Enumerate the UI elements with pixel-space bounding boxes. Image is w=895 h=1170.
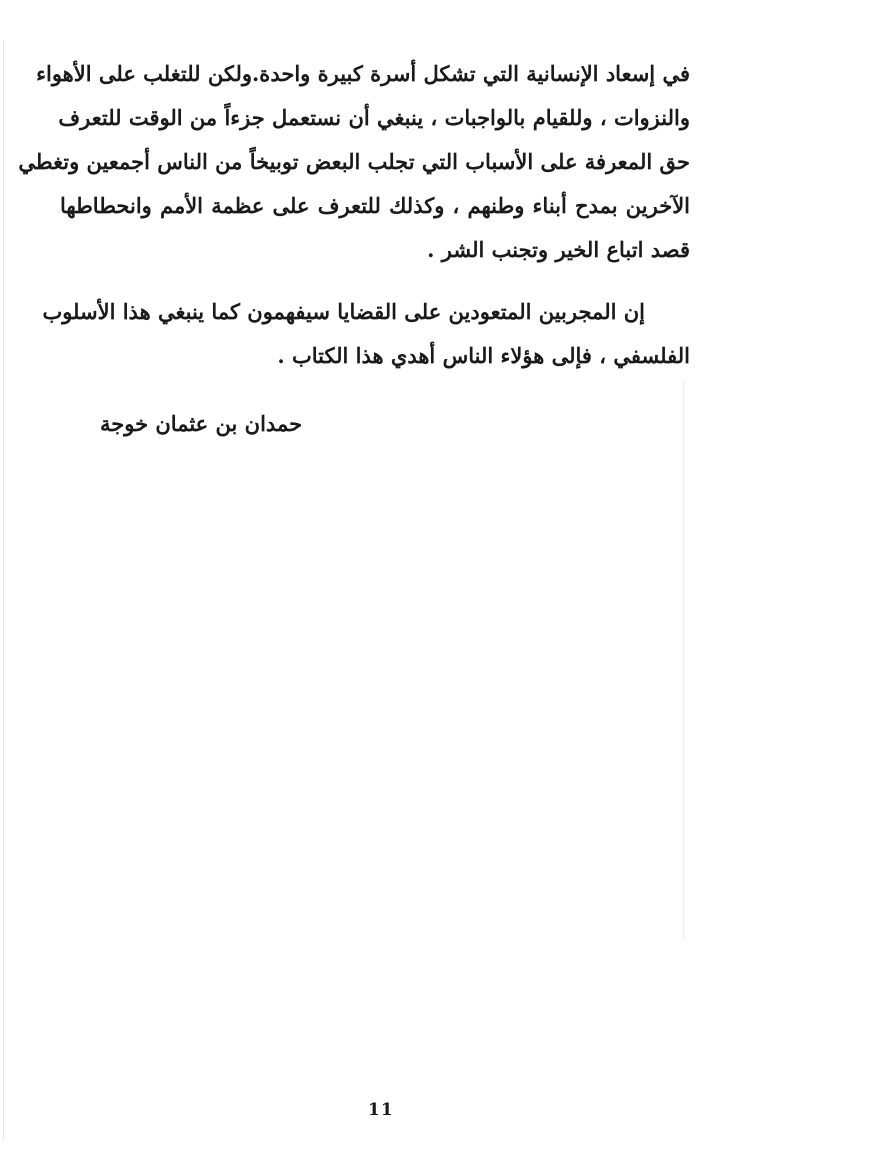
paragraph-1-line: في إسعاد الإنسانية التي تشكل أسرة كبيرة واحدة.ولكن للتغلب على الأهواء: [36, 61, 690, 86]
paragraph-2: [42, 290, 690, 378]
scan-edge-left: [3, 40, 4, 1140]
paragraph-1-line: حق المعرفة على الأسباب التي تجلب البعض توبيخاً من الناس أجمعين وتغطي: [18, 149, 690, 174]
paragraph-1-line: والنزوات ، وللقيام بالواجبات ، ينبغي أن نستعمل جزءاً من الوقت للتعرف: [58, 105, 690, 130]
page-number: 11: [368, 1100, 394, 1120]
paragraph-2-line: الفلسفي ، فإلى هؤلاء الناس أهدي هذا الكتاب .: [277, 343, 690, 368]
paragraph-1-line: الآخرين بمدح أبناء وطنهم ، وكذلك للتعرف على عظمة الأمم وانحطاطها: [60, 193, 690, 218]
scan-edge-right: [683, 380, 684, 940]
paragraph-1-line: قصد اتباع الخير وتجنب الشر .: [427, 237, 690, 262]
paragraph-2-line: إن المجربين المتعودين على القضايا سيفهمون كما ينبغي هذا الأسلوب: [42, 299, 645, 324]
author-signature: حمدان بن عثمان خوجة: [100, 411, 303, 436]
paragraph-1: [18, 52, 690, 272]
